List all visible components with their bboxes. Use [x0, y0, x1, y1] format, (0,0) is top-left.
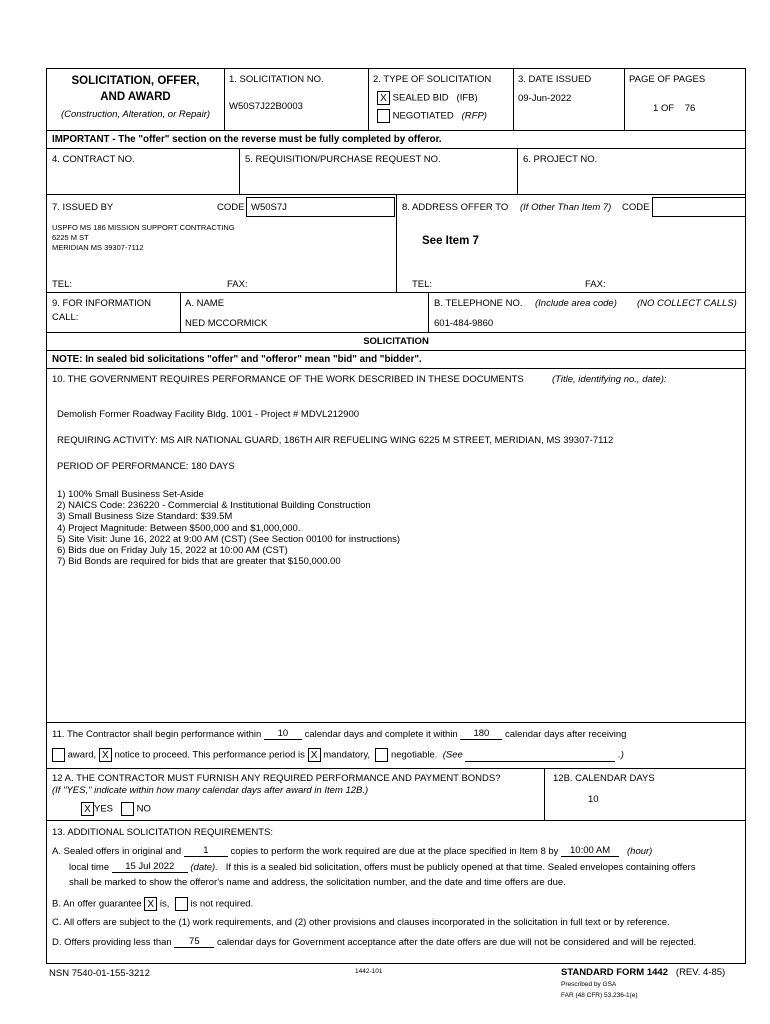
guarantee-is-checkbox[interactable]: X — [144, 897, 157, 911]
complete-days-field[interactable]: 180 — [460, 728, 502, 740]
guarantee-is-label: is, — [159, 898, 170, 910]
negotiated-label: NEGOTIATED — [392, 110, 454, 122]
issued-divider — [396, 195, 397, 292]
item-12b-cell — [544, 769, 745, 820]
see-end: .) — [618, 749, 624, 761]
note-row — [47, 351, 745, 369]
contract-no-label: 4. CONTRACT NO. — [52, 154, 135, 165]
page-of-pages-label: PAGE OF PAGES — [629, 74, 706, 85]
solicitation-heading: SOLICITATION — [363, 336, 429, 347]
item-11-text-2: calendar days and complete it within — [304, 729, 458, 740]
contract-row — [47, 149, 745, 195]
item-11-row — [47, 723, 745, 769]
negotiable-label: negotiable. — [390, 749, 438, 761]
issued-code-box[interactable] — [246, 197, 395, 217]
list-item: 2) NAICS Code: 236220 - Commercial & Institutional Building Construction — [57, 500, 371, 512]
requisition-cell — [239, 149, 517, 194]
item-12-row — [47, 769, 745, 821]
issued-address-line1: USPFO MS 186 MISSION SUPPORT CONTRACTING — [52, 223, 235, 232]
item-13-label: 13. ADDITIONAL SOLICITATION REQUIREMENTS: — [52, 827, 274, 838]
issued-code: W50S7J — [251, 202, 287, 213]
far-reference: FAR (48 CFR) 53.236-1(e) — [561, 992, 638, 999]
no-collect-note: (NO COLLECT CALLS) — [637, 298, 737, 309]
item-13a-line3: shall be marked to show the offeror's name and address, the solicitation number, and the date and time offers are due. — [69, 877, 566, 888]
mandatory-label: mandatory, — [323, 749, 371, 761]
issued-tel-label: TEL: — [52, 279, 73, 290]
guarantee-not-label: is not required. — [190, 898, 254, 910]
date-issued[interactable]: 09-Jun-2022 — [518, 93, 572, 104]
solicitation-type-cell — [368, 69, 513, 130]
page-total: 76 — [684, 103, 696, 114]
item-10-period: PERIOD OF PERFORMANCE: 180 DAYS — [57, 461, 235, 472]
item-13a-text-4: If this is a sealed bid solicitation, offers must be publicly opened at that time. Sealed envelopes containing offers — [225, 862, 696, 873]
copies-field[interactable]: 1 — [184, 845, 228, 857]
sealed-bid-abbr: (IFB) — [456, 92, 478, 104]
bond-no-label: NO — [136, 803, 151, 815]
item-10-requirements-list — [57, 489, 400, 567]
important-note: IMPORTANT - The "offer" section on the reverse must be fully completed by offeror. — [52, 134, 442, 145]
item-11-line2 — [52, 748, 624, 762]
guarantee-not-checkbox[interactable] — [175, 897, 188, 911]
important-row — [47, 131, 745, 149]
list-item: 3) Small Business Size Standard: $39.5M — [57, 511, 233, 523]
list-item: 6) Bids due on Friday July 15, 2022 at 10:00 AM (CST) — [57, 545, 288, 557]
solicitation-type-label: 2. TYPE OF SOLICITATION — [373, 74, 492, 85]
address-offer-label: 8. ADDRESS OFFER TO — [402, 202, 509, 213]
acceptance-days-field[interactable]: 75 — [174, 936, 214, 948]
notice-to-proceed-checkbox[interactable]: X — [99, 748, 112, 762]
form-title-cell — [47, 69, 224, 130]
bond-no-checkbox[interactable] — [121, 802, 134, 816]
item-12b-label: 12B. CALENDAR DAYS — [553, 773, 655, 784]
item-11-line1 — [52, 728, 626, 740]
date-note: (date). — [190, 862, 218, 873]
negotiable-checkbox[interactable] — [375, 748, 388, 762]
prescribed-by: Prescribed by GSA — [561, 981, 617, 988]
local-time-label: local time — [69, 862, 110, 873]
telephone-label: B. TELEPHONE NO. — [434, 298, 523, 309]
item-13d-text-2: calendar days for Government acceptance after the date offers are due will not be considered and will be rejected. — [216, 937, 697, 948]
contact-name-label: A. NAME — [185, 298, 225, 309]
contact-name-cell — [180, 293, 428, 332]
contact-name[interactable]: NED MCCORMICK — [185, 318, 268, 329]
bond-yes-checkbox[interactable]: X — [81, 802, 94, 816]
issued-address — [52, 223, 235, 253]
page-number: 1 — [653, 103, 659, 114]
list-item: 1) 100% Small Business Set-Aside — [57, 489, 204, 500]
see-label: (See — [442, 749, 463, 761]
form-title: SOLICITATION, OFFER, — [71, 75, 200, 87]
item-13a-line1 — [52, 845, 652, 857]
form-subtitle: (Construction, Alteration, or Repair) — [60, 109, 211, 120]
due-time-field[interactable]: 10:00 AM — [561, 845, 619, 857]
standard-form-label — [561, 967, 725, 978]
issued-fax-label: FAX: — [227, 279, 248, 290]
item-13b-line — [52, 897, 253, 911]
address-code-box[interactable] — [652, 197, 745, 217]
award-checkbox[interactable] — [52, 748, 65, 762]
contract-no-cell — [47, 149, 239, 194]
award-label: award, — [67, 749, 97, 761]
item-13d-text-1: D. Offers providing less than — [52, 937, 172, 948]
item-11-text-3: calendar days after receiving — [505, 729, 627, 740]
list-item: 4) Project Magnitude: Between $500,000 and $1,000,000. — [57, 522, 301, 534]
item-10-label: 10. THE GOVERNMENT REQUIRES PERFORMANCE OF THE WORK DESCRIBED IN THESE DOCUMENTS — [52, 374, 524, 385]
form-code: 1442-101 — [355, 968, 383, 975]
bond-options — [81, 802, 151, 816]
information-cell — [47, 293, 180, 332]
issued-code-label: CODE — [217, 202, 245, 213]
sf1442-form — [46, 68, 746, 964]
item-13b-text: B. An offer guarantee — [52, 898, 142, 910]
sealed-bid-option — [377, 91, 478, 105]
item-13-section — [47, 821, 745, 965]
form-revision: (REV. 4-85) — [675, 967, 726, 978]
date-issued-cell — [513, 69, 624, 130]
item-10-note: (Title, identifying no., date): — [552, 374, 667, 385]
header-row — [47, 69, 745, 131]
see-item-7: See Item 7 — [422, 235, 479, 247]
page-of-pages-cell — [624, 69, 745, 130]
date-issued-label: 3. DATE ISSUED — [518, 74, 592, 85]
see-field[interactable] — [465, 761, 615, 762]
telephone-number[interactable]: 601-484-9860 — [434, 318, 494, 329]
item-10-row — [47, 369, 745, 723]
issued-address-line3: MERIDIAN MS 39307-7112 — [52, 243, 144, 252]
address-code-label: CODE — [622, 202, 650, 213]
project-no-cell — [517, 149, 745, 194]
notice-to-proceed-label: notice to proceed. This performance period is — [114, 749, 305, 761]
item-10-requiring-activity: REQUIRING ACTIVITY: MS AIR NATIONAL GUARD, 186TH AIR REFUELING WING 6225 M STREET, MERIDIAN, MS 39307-7112 — [57, 435, 614, 446]
sealed-bid-note: NOTE: In sealed bid solicitations "offer" and "offeror" mean "bid" and "bidder". — [52, 354, 422, 365]
sealed-bid-label: SEALED BID — [392, 92, 449, 104]
requisition-label: 5. REQUISITION/PURCHASE REQUEST NO. — [245, 154, 441, 165]
negotiated-option — [377, 109, 487, 123]
issued-by-label: 7. ISSUED BY — [52, 202, 114, 213]
page-of: OF — [660, 103, 675, 114]
item-13c-line: C. All offers are subject to the (1) work requirements, and (2) other provisions and clauses incorporated in the solicitation in full text or by reference. — [52, 917, 670, 928]
item-11-text-1: 11. The Contractor shall begin performance within — [52, 729, 262, 740]
issued-address-line2: 6225 M ST — [52, 233, 89, 242]
information-label: 9. FOR INFORMATION — [52, 298, 152, 309]
item-13d-line — [52, 936, 696, 948]
item-10-title: Demolish Former Roadway Facility Bldg. 1001 - Project # MDVL212900 — [57, 409, 360, 420]
solicitation-no-label: 1. SOLICITATION NO. — [229, 74, 324, 85]
standard-form-name: STANDARD FORM 1442 — [561, 967, 668, 978]
item-12a-cell — [47, 769, 544, 820]
negotiated-abbr: (RFP) — [461, 110, 487, 122]
telephone-cell — [428, 293, 745, 332]
address-offer-note: (If Other Than Item 7) — [520, 202, 612, 213]
information-row — [47, 293, 745, 333]
bond-yes-label: YES — [94, 803, 114, 815]
item-12a-note: (If "YES," indicate within how many calendar days after award in Item 12B.) — [52, 785, 369, 796]
list-item: 7) Bid Bonds are required for bids that are greater that $150,000.00 — [57, 556, 341, 568]
nsn-number: NSN 7540-01-155-3212 — [49, 968, 150, 979]
information-call-label: CALL: — [52, 312, 79, 323]
item-13a-text-1: A. Sealed offers in original and — [52, 846, 182, 857]
page-numbers — [653, 103, 695, 114]
calendar-days-value[interactable]: 10 — [588, 794, 599, 805]
solicitation-no[interactable]: W50S7J22B0003 — [229, 101, 303, 112]
project-no-label: 6. PROJECT NO. — [523, 154, 598, 165]
solicitation-no-cell — [224, 69, 368, 130]
item-13a-text-2: copies to perform the work required are due at the place specified in Item 8 by — [230, 846, 559, 857]
item-12a-label: 12 A. THE CONTRACTOR MUST FURNISH ANY REQUIRED PERFORMANCE AND PAYMENT BONDS? — [52, 773, 501, 784]
list-item: 5) Site Visit: June 16, 2022 at 9:00 AM (CST) (See Section 00100 for instructions) — [57, 533, 401, 545]
item-13a-line2 — [69, 861, 695, 873]
sealed-bid-checkbox[interactable]: X — [377, 91, 390, 105]
hour-note: (hour) — [627, 846, 653, 857]
mandatory-checkbox[interactable]: X — [308, 748, 321, 762]
address-fax-label: FAX: — [585, 279, 606, 290]
negotiated-checkbox[interactable] — [377, 109, 390, 123]
solicitation-heading-row — [47, 333, 745, 351]
begin-days-field[interactable]: 10 — [264, 728, 302, 740]
issued-by-row — [47, 195, 745, 293]
address-tel-label: TEL: — [412, 279, 433, 290]
due-date-field[interactable]: 15 Jul 2022 — [112, 861, 188, 873]
form-title-2: AND AWARD — [100, 91, 171, 103]
area-code-note: (Include area code) — [535, 298, 617, 309]
